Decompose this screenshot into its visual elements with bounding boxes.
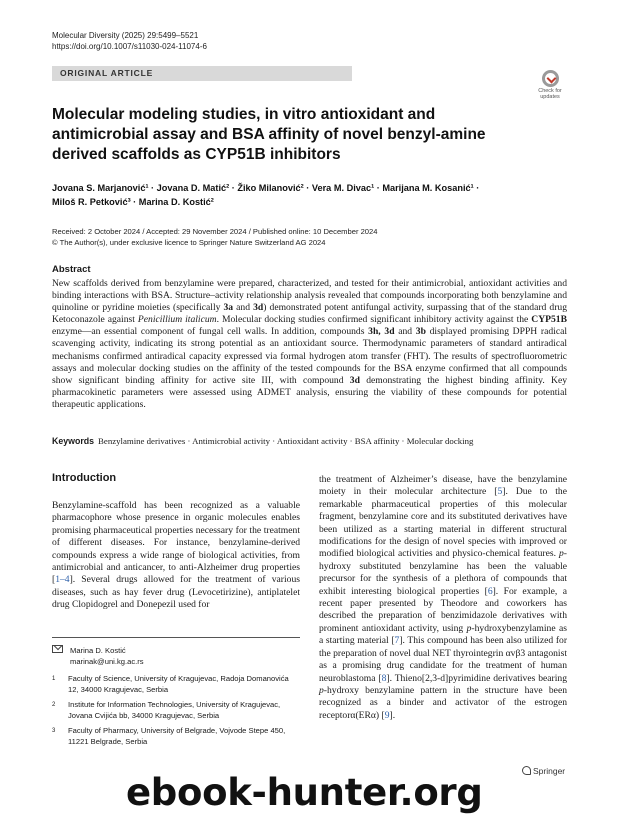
introduction-left-column: Benzylamine-scaffold has been recognized as a valuable pharmacophore whose presence in organic molecules enables promising pharmaceutical properties necessary for the treatment of different diseases. For instance, benzylamine-derived compounds express a wide range of biological activities, from antimicrobial and anticancer, to anti-Alzheimer drug properties [1–4]. Several drugs allowed for the treatment of various diseases, such as hay fever drug (Levocetirizine), antiplatelet drug Clopidogrel and Donepezil used for <box>52 500 300 611</box>
corresponding-name: Marina D. Kostić <box>70 646 126 655</box>
history-dates: Received: 2 October 2024 / Accepted: 29 November 2024 / Published online: 10 December 2024 <box>52 227 378 236</box>
check-for-updates-badge[interactable] <box>534 70 566 102</box>
citation-link[interactable]: 8 <box>381 672 387 684</box>
citation-link[interactable]: 7 <box>394 635 400 647</box>
doi-link[interactable]: https://doi.org/10.1007/s11030-024-11074-6 <box>52 42 207 51</box>
updates-badge-line2: updates <box>540 94 560 100</box>
journal-citation: Molecular Diversity (2025) 29:5499–5521 <box>52 31 199 40</box>
check-for-updates-icon <box>542 70 559 87</box>
keywords-line <box>52 435 567 447</box>
footnote-divider <box>52 637 300 638</box>
affiliation-3: 3 Faculty of Pharmacy, University of Belgrade, Vojvode Stepe 450, 11221 Belgrade, Serbia <box>52 726 286 746</box>
updates-badge-line1: Check for <box>538 88 562 94</box>
keywords-text: Benzylamine derivatives · Antimicrobial activity · Antioxidant activity · BSA affinity · Molecular docking <box>98 436 474 446</box>
abstract-heading: Abstract <box>52 264 91 275</box>
introduction-right-column: the treatment of Alzheimer’s disease, have the benzylamine moiety in their molecular architecture [5]. Due to the remarkable pharmaceutical properties of this molecular fragment, benzylamine core and its substituted derivatives have been utilized as a starting material in different structural modifications for the design of novel species with improved or modified biological activities and physico-chemical features. p-hydroxy substituted benzylamine has been the valuable precursor for the synthesis of a plethora of compounds that exhibit interesting biological properties [6]. For example, a recent paper presented by Theodore and coworkers has described the preparation of benzimidazole derivatives with prominent antioxidant activity, using p-hydroxybenzylamine as a starting material [7]. This compound has been also utilized for the preparation of novel dual NET thyrointegrin αvβ3 antagonist as a promising drug candidate for the treatment of human neuroblastoma [8]. Thieno[2,3-d]pyrimidine derivatives bearing p-hydroxy benzylamine pattern in the structure have been recognized as a binder and activator of the estrogen receptorα(ERα) [9]. <box>319 474 568 721</box>
authors-line-2: Miloš R. Petković³ · Marina D. Kostić² <box>52 197 214 207</box>
article-title: Molecular modeling studies, in vitro antioxidant and antimicrobial assay and BSA affinity of novel benzyl-amine derived scaffolds as CYP51B inhibitors <box>52 106 486 163</box>
introduction-heading: Introduction <box>52 472 117 484</box>
citation-link[interactable]: 6 <box>487 585 493 597</box>
publication-dates <box>52 226 377 248</box>
publisher-logo: Springer <box>522 766 565 776</box>
authors-line-1: Jovana S. Marjanović¹ · Jovana D. Matić² · Žiko Milanović² · Vera M. Divac¹ · Marijana M. Kosanić¹ · <box>52 183 480 193</box>
affiliation-2: 2 Institute for Information Technologies, University of Kragujevac, Jovana Cvijića bb, 34000 Kragujevac, Serbia <box>52 700 281 720</box>
journal-header <box>52 30 207 52</box>
affiliation-1: 1 Faculty of Science, University of Kragujevac, Radoja Domanovića 12, 34000 Kragujevac, Serbia <box>52 674 289 694</box>
citation-link[interactable]: 9 <box>384 709 390 721</box>
watermark: ebook-hunter.org <box>126 771 483 814</box>
author-list <box>52 181 552 209</box>
abstract-text: New scaffolds derived from benzylamine were prepared, characterized, and tested for their antimicrobial, antioxidant activities and binding interactions with BSA. Structure–activity relationship analysis revealed that compounds incorporating both benzylamine and quinoline or pyridine moieties (specifically 3a and 3d) demonstrated potent antifungal activity, surpassing that of the standard drug Ketoconazole against Penicillium italicum. Molecular docking studies confirmed significant inhibitory activity against the CYP51B enzyme—an essential component of fungal cell walls. In addition, compounds 3h, 3d and 3b displayed promising DPPH radical scavenging activity, indicating its strong potential as an antioxidant source. Thermodynamic parameters of standard antiradical mechanisms confirmed antiradical capacity expressed via formal hydrogen atom transfer (FHT). The results of spectrofluorometric assays and molecular docking studies on the affinity of the tested compounds for the BSA enzyme confirmed that all compounds show significant binding affinity for active site III, with compound 3d demonstrating the highest binding affinity. Key pharmacokinetic parameters were assessed using ADMET analysis, ensuring the viability of these compounds for potential therapeutic applications. <box>52 278 568 410</box>
copyright-line: © The Author(s), under exclusive licence to Springer Nature Switzerland AG 2024 <box>52 238 326 247</box>
article-type-banner: ORIGINAL ARTICLE <box>52 66 352 81</box>
citation-link[interactable]: 1–4 <box>55 574 70 586</box>
citation-link[interactable]: 5 <box>497 486 503 498</box>
corresponding-email[interactable]: marinak@uni.kg.ac.rs <box>70 656 144 666</box>
keywords-label: Keywords <box>52 436 95 446</box>
corresponding-author <box>52 645 300 667</box>
mail-icon <box>52 645 63 653</box>
